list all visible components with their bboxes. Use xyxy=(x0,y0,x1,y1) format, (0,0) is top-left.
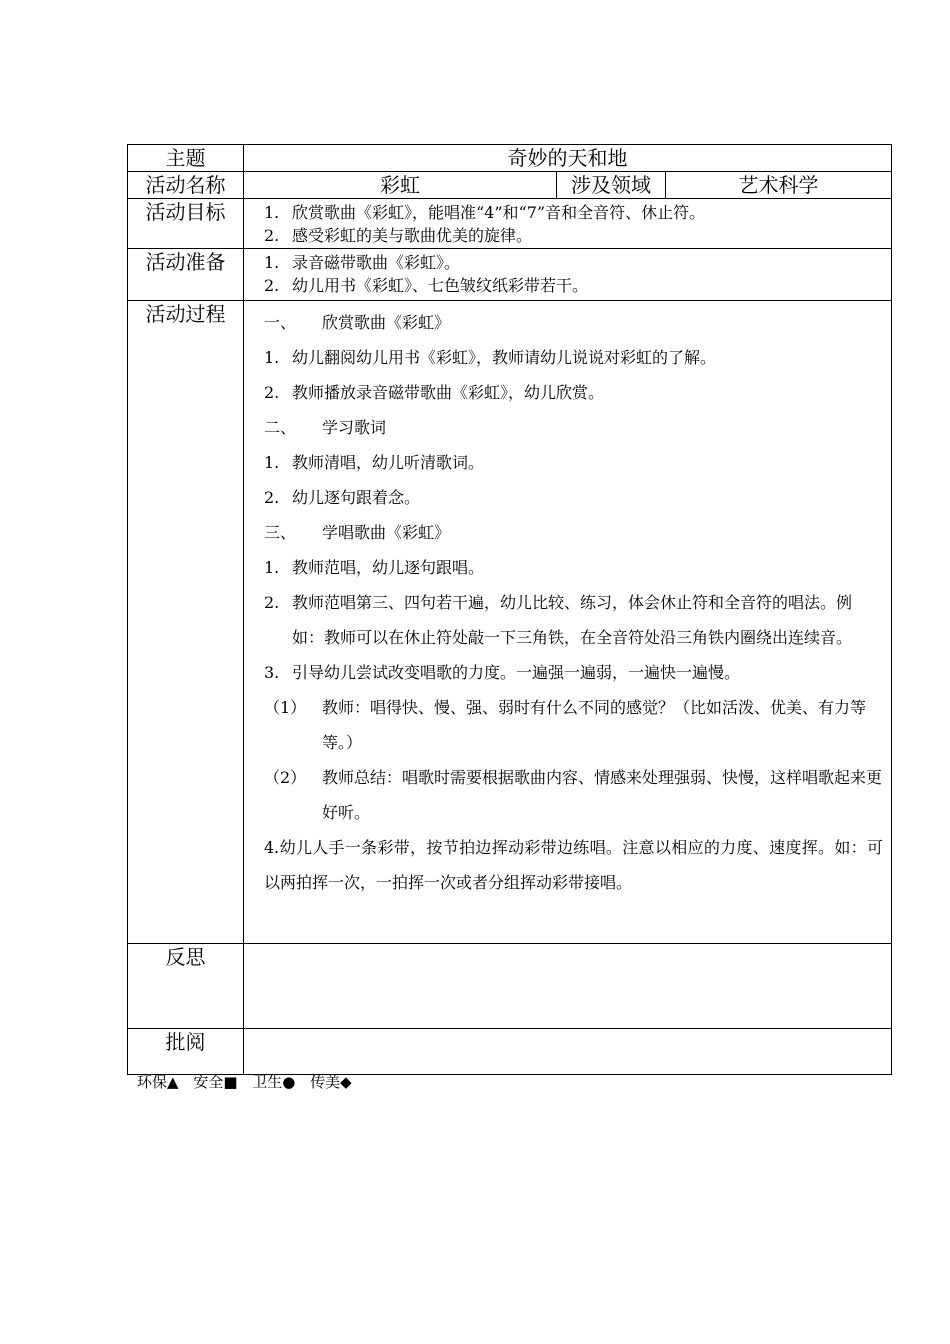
legend-beauty: 传美◆ xyxy=(310,1073,352,1091)
goal-item xyxy=(264,224,891,247)
item-number: 3. xyxy=(264,663,280,682)
subitem-mark: （1） xyxy=(264,698,307,717)
item-number: 2. xyxy=(264,488,280,507)
item-text: 教师清唱，幼儿听清歌词。 xyxy=(292,453,485,472)
section-mark: 一、 xyxy=(264,313,297,332)
section-title: 学唱歌曲《彩虹》 xyxy=(322,523,451,542)
review-row xyxy=(128,1029,892,1075)
item-number: 2. xyxy=(264,593,280,612)
item-number: 2. xyxy=(264,383,280,402)
lesson-plan-table xyxy=(127,144,892,1075)
goals-label: 活动目标 xyxy=(128,199,244,249)
goal-number: 1. xyxy=(264,203,280,222)
section-title: 欣赏歌曲《彩虹》 xyxy=(322,313,451,332)
subitem-text: 教师总结：唱歌时需要根据歌曲内容、情感来处理强弱、快慢，这样唱歌起来更好听。 xyxy=(322,768,883,822)
legend-safety: 安全■ xyxy=(193,1073,238,1091)
review-label: 批阅 xyxy=(128,1029,244,1075)
process-item-4: 4.幼儿人手一条彩带，按节拍边挥动彩带边练唱。注意以相应的力度、速度挥。如：可以两拍挥一次，一拍挥一次或者分组挥动彩带接唱。 xyxy=(264,838,884,892)
item-text: 引导幼儿尝试改变唱歌的力度。一遍强一遍弱，一遍快一遍慢。 xyxy=(292,663,741,682)
review-cell xyxy=(244,1029,892,1075)
prep-item xyxy=(264,274,891,297)
prep-number: 1. xyxy=(264,253,280,272)
prep-number: 2. xyxy=(264,276,280,295)
prep-cell xyxy=(244,249,892,301)
activity-name-label: 活动名称 xyxy=(128,172,244,199)
activity-name-value: 彩虹 xyxy=(244,172,557,199)
process-subitem xyxy=(264,690,883,760)
legend-hygiene: 卫生● xyxy=(252,1073,296,1091)
item-text: 教师播放录音磁带歌曲《彩虹》，幼儿欣赏。 xyxy=(292,383,605,402)
legend-eco: 环保▲ xyxy=(137,1073,179,1091)
process-item xyxy=(264,655,883,690)
item-number: 1. xyxy=(264,348,280,367)
section-heading xyxy=(264,515,883,550)
goals-cell xyxy=(244,199,892,249)
goal-text: 欣赏歌曲《彩虹》，能唱准“4”和“7”音和全音符、休止符。 xyxy=(292,203,706,222)
item-text: 教师范唱第三、四句若干遍，幼儿比较、练习，体会休止符和全音符的唱法。例如：教师可以在休止符处敲一下三角铁，在全音符处沿三角铁内圈绕出连续音。 xyxy=(292,593,853,647)
process-item xyxy=(264,585,883,655)
process-item xyxy=(264,375,883,410)
item-number: 1. xyxy=(264,453,280,472)
process-item xyxy=(264,480,883,515)
reflection-label: 反思 xyxy=(128,944,244,1029)
process-cell xyxy=(244,301,892,944)
legend xyxy=(137,1072,362,1092)
item-text: 教师范唱，幼儿逐句跟唱。 xyxy=(292,558,485,577)
theme-value: 奇妙的天和地 xyxy=(244,145,892,172)
activity-name-row xyxy=(128,172,892,199)
process-label: 活动过程 xyxy=(128,301,244,944)
process-item xyxy=(264,550,883,585)
prep-row xyxy=(128,249,892,301)
theme-row xyxy=(128,145,892,172)
reflection-row xyxy=(128,944,892,1029)
process-item xyxy=(264,445,883,480)
prep-text: 录音磁带歌曲《彩虹》。 xyxy=(292,253,461,272)
domain-value: 艺术科学 xyxy=(666,172,892,199)
section-mark: 三、 xyxy=(264,523,297,542)
prep-item xyxy=(264,251,891,274)
item-number: 1. xyxy=(264,558,280,577)
process-subitem xyxy=(264,760,883,830)
prep-text: 幼儿用书《彩虹》、七色皱纹纸彩带若干。 xyxy=(292,276,589,295)
goals-row xyxy=(128,199,892,249)
domain-label: 涉及领域 xyxy=(557,172,666,199)
prep-label: 活动准备 xyxy=(128,249,244,301)
subitem-text: 教师：唱得快、慢、强、弱时有什么不同的感觉？（比如活泼、优美、有力等等。） xyxy=(322,698,867,752)
section-title: 学习歌词 xyxy=(322,418,387,437)
section-heading xyxy=(264,410,883,445)
subitem-mark: （2） xyxy=(264,768,307,787)
process-item xyxy=(264,340,883,375)
section-mark: 二、 xyxy=(264,418,297,437)
goal-text: 感受彩虹的美与歌曲优美的旋律。 xyxy=(292,226,533,245)
item-text: 幼儿逐句跟着念。 xyxy=(292,488,421,507)
section-heading xyxy=(264,305,883,340)
process-row xyxy=(128,301,892,944)
goal-item xyxy=(264,201,891,224)
theme-label: 主题 xyxy=(128,145,244,172)
goal-number: 2. xyxy=(264,226,280,245)
reflection-cell xyxy=(244,944,892,1029)
item-text: 幼儿翻阅幼儿用书《彩虹》，教师请幼儿说说对彩虹的了解。 xyxy=(292,348,717,367)
